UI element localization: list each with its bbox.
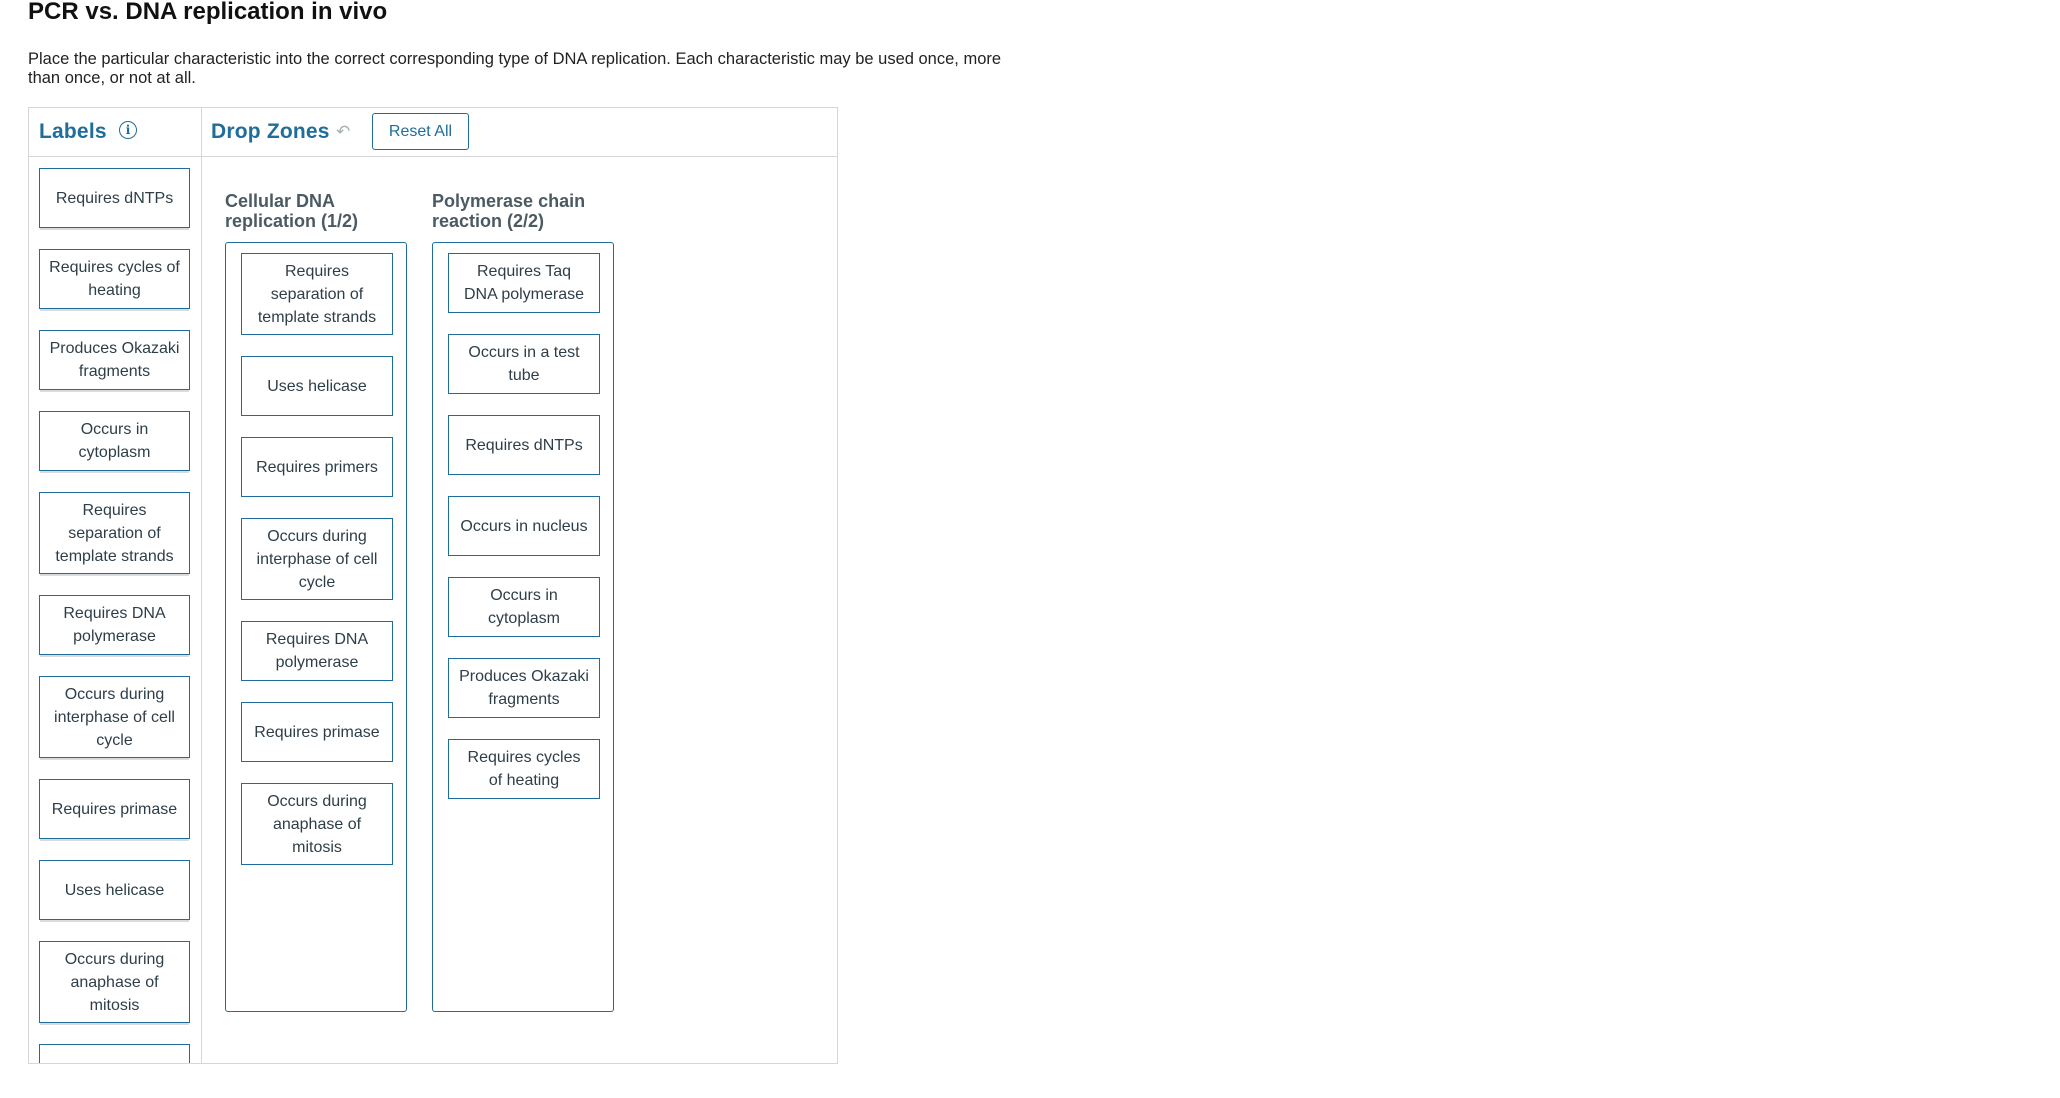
drag-drop-widget: [28, 107, 838, 1064]
label-card[interactable]: Requires primase: [39, 779, 190, 839]
zone-card[interactable]: Requires dNTPs: [448, 415, 600, 475]
label-card[interactable]: [39, 1044, 190, 1063]
labels-header: [29, 108, 201, 157]
drop-zones-title: Drop Zones: [211, 120, 330, 143]
zone-card[interactable]: Occurs in a test tube: [448, 334, 600, 394]
instructions: Place the particular characteristic into the correct corresponding type of DNA replication. Each characteristic may be used once, more than once, or not at all.: [28, 50, 1002, 87]
zone-card[interactable]: Occurs in nucleus: [448, 496, 600, 556]
drop-zone-pcr[interactable]: [432, 242, 614, 1012]
zone-card[interactable]: Occurs during interphase of cell cycle: [241, 518, 393, 600]
label-card[interactable]: Occurs in cytoplasm: [39, 411, 190, 471]
zone-card[interactable]: Requires DNA polymerase: [241, 621, 393, 681]
zone-card[interactable]: Requires Taq DNA polymerase: [448, 253, 600, 313]
zone-card[interactable]: Uses helicase: [241, 356, 393, 416]
zone-title-cellular: Cellular DNA replication (1/2): [225, 191, 359, 231]
label-card[interactable]: Requires separation of template strands: [39, 492, 190, 574]
zone-card[interactable]: Occurs during anaphase of mitosis: [241, 783, 393, 865]
drop-zones-header: [202, 108, 837, 157]
reset-all-button[interactable]: Reset All: [372, 113, 469, 150]
zone-card[interactable]: Requires primers: [241, 437, 393, 497]
zone-title-pcr: Polymerase chain reaction (2/2): [432, 191, 586, 231]
undo-icon[interactable]: ↶: [336, 122, 351, 141]
label-card[interactable]: Requires DNA polymerase: [39, 595, 190, 655]
info-icon[interactable]: i: [119, 121, 137, 139]
label-card[interactable]: Requires dNTPs: [39, 168, 190, 228]
label-card[interactable]: Produces Okazaki fragments: [39, 330, 190, 390]
label-card[interactable]: Requires cycles of heating: [39, 249, 190, 309]
label-card[interactable]: Uses helicase: [39, 860, 190, 920]
zone-card[interactable]: Produces Okazaki fragments: [448, 658, 600, 718]
labels-panel: [29, 108, 202, 1063]
labels-title: Labels: [39, 120, 107, 143]
zone-card[interactable]: Requires separation of template strands: [241, 253, 393, 335]
drop-zones-panel: [202, 108, 837, 1063]
zone-card[interactable]: Requires cycles of heating: [448, 739, 600, 799]
zone-card[interactable]: Requires primase: [241, 702, 393, 762]
drop-zone-cellular[interactable]: [225, 242, 407, 1012]
label-card[interactable]: Occurs during interphase of cell cycle: [39, 676, 190, 758]
zone-card[interactable]: Occurs in cytoplasm: [448, 577, 600, 637]
label-card[interactable]: Occurs during anaphase of mitosis: [39, 941, 190, 1023]
page-title: PCR vs. DNA replication in vivo: [28, 0, 388, 25]
